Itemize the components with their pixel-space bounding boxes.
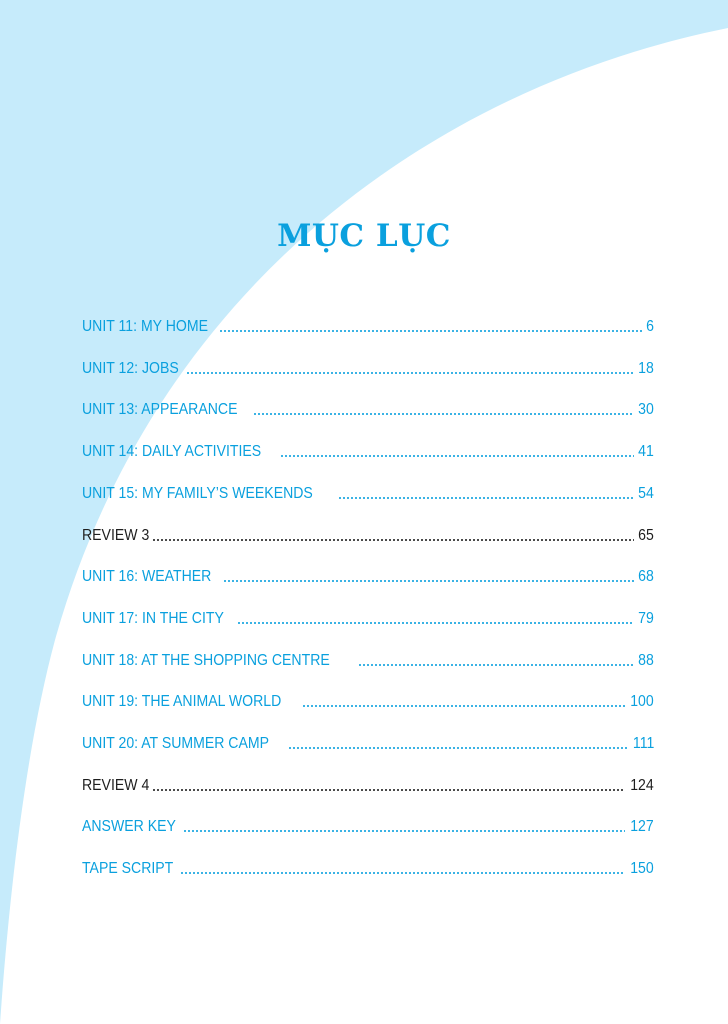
toc-entry-page: 65 xyxy=(638,526,654,544)
toc-entry-label: UNIT 17: IN THE CITY xyxy=(82,609,224,627)
toc-entry-label: UNIT 16: WEATHER xyxy=(82,568,212,586)
toc-entry-page: 54 xyxy=(638,484,654,502)
toc-entry-label: REVIEW 3 xyxy=(82,526,150,544)
toc-entry[interactable] xyxy=(82,519,654,545)
toc-entry-label: REVIEW 4 xyxy=(82,776,150,794)
toc-dot-leader xyxy=(302,705,625,707)
toc-entry-page: 41 xyxy=(638,443,654,461)
toc-dot-leader xyxy=(186,372,634,374)
toc-entry[interactable] xyxy=(82,435,654,461)
toc-entry[interactable] xyxy=(82,602,654,628)
toc-entry[interactable] xyxy=(82,769,654,795)
page-title: MỤC LỤC xyxy=(277,218,451,254)
toc-entry-page: 100 xyxy=(630,693,654,711)
toc-dot-leader xyxy=(152,539,634,541)
toc-entry[interactable] xyxy=(82,352,654,378)
toc-dot-leader xyxy=(152,789,625,791)
toc-entry[interactable] xyxy=(82,310,654,336)
toc-dot-leader xyxy=(180,872,626,874)
toc-dot-leader xyxy=(183,830,626,832)
toc-entry-page: 6 xyxy=(646,318,654,335)
toc-dot-leader xyxy=(280,455,635,457)
toc-entry[interactable] xyxy=(82,810,654,836)
toc-entry-label: UNIT 19: THE ANIMAL WORLD xyxy=(82,693,282,711)
toc-dot-leader xyxy=(338,497,634,499)
toc-entry-label: UNIT 14: DAILY ACTIVITIES xyxy=(82,443,262,461)
toc-entry-page: 111 xyxy=(632,735,654,752)
toc-dot-leader xyxy=(223,580,634,582)
toc-entry-label: UNIT 15: MY FAMILY’S WEEKENDS xyxy=(82,484,313,502)
toc-entry-label: TAPE SCRIPT xyxy=(82,860,174,878)
toc-entry-page: 88 xyxy=(638,651,654,669)
toc-entry[interactable] xyxy=(82,560,654,586)
toc-dot-leader xyxy=(237,622,634,624)
toc-entry-label: UNIT 12: JOBS xyxy=(82,359,179,377)
toc-dot-leader xyxy=(253,413,635,415)
toc-entry-page: 68 xyxy=(638,568,654,586)
toc-entry-page: 79 xyxy=(638,609,654,627)
toc-entry-page: 30 xyxy=(638,401,654,419)
toc-entry-label: UNIT 18: AT THE SHOPPING CENTRE xyxy=(82,651,330,669)
toc-entry[interactable] xyxy=(82,852,654,878)
toc-entry-page: 124 xyxy=(630,776,654,794)
toc-dot-leader xyxy=(358,664,635,666)
toc-entry-page: 150 xyxy=(630,860,654,878)
toc-entry-page: 18 xyxy=(638,359,654,377)
toc-dot-leader xyxy=(288,747,627,749)
toc-entry[interactable] xyxy=(82,477,654,503)
toc-entry[interactable] xyxy=(82,644,654,670)
toc-dot-leader xyxy=(219,330,643,332)
toc-entry-label: ANSWER KEY xyxy=(82,818,176,836)
toc-entry[interactable] xyxy=(82,393,654,419)
toc-entry-label: UNIT 11: MY HOME xyxy=(82,318,208,335)
toc-entry-label: UNIT 20: AT SUMMER CAMP xyxy=(82,735,269,752)
toc-entry-label: UNIT 13: APPEARANCE xyxy=(82,401,238,419)
toc-entry-page: 127 xyxy=(630,818,654,836)
toc-entry[interactable] xyxy=(82,685,654,711)
toc-entry[interactable] xyxy=(82,727,654,753)
